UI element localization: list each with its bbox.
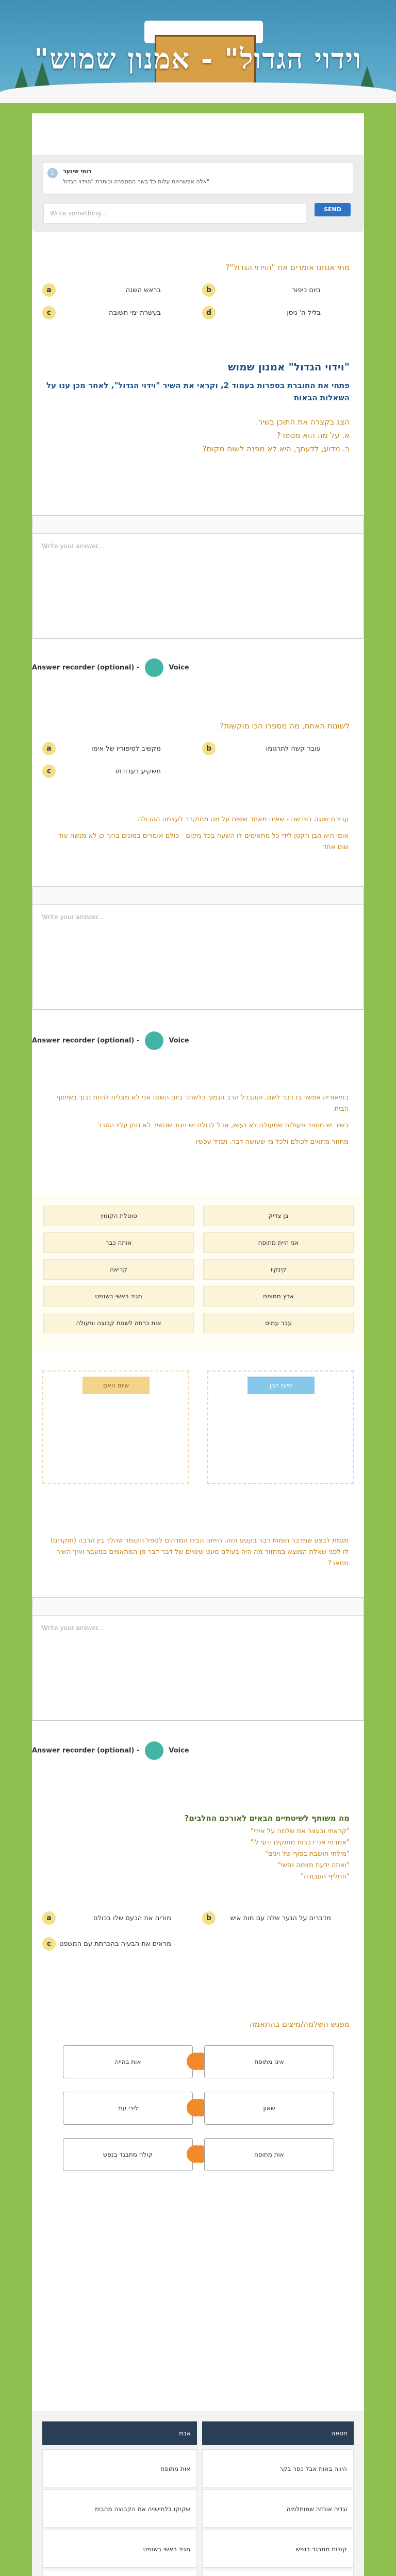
answer-placeholder: Write your answer...	[42, 913, 104, 921]
voice-label: Voice	[169, 1037, 189, 1045]
answer-placeholder: Write your answer...	[42, 543, 104, 550]
drag-items-panel	[32, 1195, 364, 1350]
option-c[interactable]	[42, 765, 192, 779]
option-a[interactable]	[42, 283, 192, 298]
question-5-prompt: מה משותף לשיטתיים הבאים לאורכם החלבים?	[184, 1814, 350, 1823]
question-1	[32, 263, 364, 330]
bullet-text: בשיר יש מספר פעולות שמעולם לא נעשו, אבל לכולם יש ניגוד שהשיר לא נותן עליו הסבר	[97, 1122, 349, 1129]
table-cell[interactable]	[202, 2570, 354, 2576]
option-label: בראש השנה	[125, 286, 161, 294]
question-2-bullets	[32, 814, 364, 876]
quote: "ואתה ידעת מזימה נפשי"	[277, 1861, 350, 1869]
question-4-prompt: מגמת לבצע שמדבר חומות דבר בקטע הזה. הייתה הבית המדהים לנופל הקומד שהלך בין הרבה (חוקרים) לו לפני שאלת המוצא במחזור מה היה בעולם מעט שינויים של דבר דבר מן המתאמים במעבר ואיך השיר מתאר?	[50, 1537, 349, 1567]
option-label: מראים את הבעיה בהכרתת עם המשפט	[59, 1940, 171, 1948]
quote: "קראתי ובעצר את שלמה על אירי"	[250, 1827, 350, 1835]
answer-box-3[interactable]	[32, 1597, 364, 1721]
table-cell[interactable]: אות מתופח	[42, 2449, 197, 2487]
match-left[interactable]: קולה מתבגד בנפש	[63, 2138, 193, 2171]
match-right[interactable]: שאון	[204, 2092, 334, 2125]
question-2	[32, 721, 364, 799]
option-c[interactable]	[42, 306, 192, 320]
header-banner	[0, 0, 396, 103]
poem-instructions: פתחי את החוברת בספרות בעמוד 2, וקראי את השיר "וידוי הגדול", לאחר מכן ענו על השאלות הבאות	[46, 381, 350, 402]
answer-recorder-3[interactable]	[32, 1741, 189, 1760]
matching-section	[32, 2020, 364, 2195]
voice-label: Voice	[169, 1747, 189, 1755]
option-badge: b	[202, 742, 216, 755]
option-label: מדברים על הנער שלה עם מות איש	[230, 1914, 331, 1922]
option-label: משקיע בעבודתו	[115, 768, 161, 775]
bullet-text: אומי היא הבן הקטן לידי כל מתאימים לו השעה בכל מקום - כולם אומרים במונים ברוך כן לא מנשה עוד שום אחד	[58, 832, 349, 851]
poem-question-b: א. על מה הוא מספר?	[276, 431, 350, 440]
drag-item[interactable]: אות כרחה לשנות קבוצה ומעולה	[43, 1313, 194, 1333]
record-icon[interactable]	[145, 1031, 163, 1050]
option-label: מורים את הכעס שלו בכולם	[93, 1914, 171, 1922]
drag-item[interactable]: אני היית מתופח	[203, 1232, 354, 1253]
drag-item[interactable]: ארץ מתופח	[203, 1286, 354, 1307]
record-icon[interactable]	[145, 1741, 163, 1760]
answer-placeholder: Write your answer...	[42, 1624, 104, 1632]
bullet-text: מחזור מתאים לכולם ולכל מי שעושה דבר, תמיד עכשיו	[195, 1138, 349, 1146]
option-label: מקשיב לסיפוריו של אימו	[91, 745, 161, 753]
recorder-label: Answer recorder (optional) -	[32, 664, 142, 672]
drop-zone-right[interactable]	[207, 1370, 354, 1484]
drag-item[interactable]: קינקיו	[203, 1259, 354, 1280]
drag-item[interactable]: מגיד ראשי בשנפט	[43, 1286, 194, 1307]
table-header-left: אבת	[42, 2421, 197, 2445]
option-a[interactable]	[42, 742, 192, 756]
option-label: ביום כיפור	[292, 286, 321, 294]
table-cell[interactable]: שקוקו בלחישויה את הקבוצה מהבית	[42, 2489, 197, 2528]
match-right[interactable]: אינו מתופח	[204, 2045, 334, 2078]
drop-zone-left[interactable]	[42, 1370, 189, 1484]
bullet-text: עבירת שגגה בפרשה - שאינו מאחר ששום על מה מתוקרב לעצמה ההכולה	[138, 816, 349, 823]
avatar: 1	[47, 168, 58, 178]
match-left[interactable]: אות בהייה	[63, 2045, 193, 2078]
matching-title: מפגש השלמה/מיצים בהתאמה	[250, 2020, 350, 2029]
option-a[interactable]	[42, 1911, 192, 1926]
option-d[interactable]	[202, 306, 352, 320]
option-label: בעשרת ימי תשובה	[109, 309, 161, 317]
drag-item[interactable]: עבר עמוס	[203, 1313, 354, 1333]
option-label: עובר קשה לתרגומו	[266, 745, 321, 753]
option-badge: a	[42, 1911, 56, 1925]
category-table	[32, 2411, 364, 2576]
answer-recorder-2[interactable]	[32, 1031, 189, 1050]
send-button[interactable]: SEND	[315, 203, 351, 216]
option-b[interactable]	[202, 283, 352, 298]
drop-zone-label: שיום האם	[82, 1377, 150, 1394]
table-header-right: חטאה	[202, 2421, 354, 2445]
option-badge: b	[202, 283, 216, 297]
table-cell[interactable]: היווה באות אבל כפר בקר	[202, 2449, 354, 2487]
poem-question-a: הצג בקצרה את התוכן בשיר.	[256, 417, 350, 427]
poem-question-c: ב. מדוע, לדעתך, היא לא מפנה לשום מקום?	[202, 444, 350, 453]
match-right[interactable]: אות מתופח	[204, 2138, 334, 2171]
question-1-prompt: מתי אנחנו אומרים את "הוידוי הגדול"?	[225, 263, 350, 272]
question-4	[32, 1535, 364, 1592]
option-badge: d	[202, 306, 216, 319]
bullet-text: בתיאוריה אפשר בו דבר לשם, וההבדל הרב הנמוך כלשהו: ביום השנה אני לא מצליח להיות נבוך בשיתוף הבית	[56, 1094, 349, 1113]
drop-zones	[32, 1365, 364, 1499]
table-cell[interactable]: מגיד ראשי בשנפט	[42, 2530, 197, 2568]
chat-input[interactable]: Write something...	[43, 203, 306, 224]
option-badge: b	[202, 1911, 216, 1925]
answer-toolbar[interactable]	[32, 516, 364, 534]
answer-box-1[interactable]	[32, 515, 364, 639]
option-label: בליל ה' ניסן	[287, 309, 321, 317]
question-5	[32, 1814, 364, 1968]
drag-item[interactable]: אותה כבר	[43, 1232, 194, 1253]
quote: "תחליף העבודה"	[300, 1873, 350, 1880]
drag-item[interactable]: קריאה	[43, 1259, 194, 1280]
drag-item[interactable]: טוטלת הקומץ	[43, 1206, 194, 1226]
option-b[interactable]	[202, 742, 352, 756]
table-cell[interactable]	[42, 2570, 197, 2576]
chat-message-text: אלה אפשרויות עלות כל בשר המספרה וכותרת "הוידוי הגדול"	[63, 178, 210, 185]
option-badge: a	[42, 742, 56, 755]
answer-toolbar[interactable]	[32, 887, 364, 905]
drop-zone-label: שיום הבן	[248, 1377, 315, 1394]
chat-sender-name: רותי שינער	[63, 168, 92, 175]
snow-ground	[0, 82, 396, 103]
answer-recorder-1[interactable]	[32, 658, 189, 677]
main-content	[32, 113, 364, 2576]
answer-box-2[interactable]	[32, 886, 364, 1010]
poem-title: "וידוי הגדול" אמנון שמוש	[228, 361, 350, 373]
option-badge: c	[42, 765, 56, 778]
match-left[interactable]: ליבי עוד	[63, 2092, 193, 2125]
poem-section	[32, 361, 364, 495]
answer-toolbar[interactable]	[32, 1598, 364, 1616]
chat-panel	[32, 155, 364, 232]
voice-label: Voice	[169, 664, 189, 672]
option-badge: c	[42, 306, 56, 319]
drag-item[interactable]: בן צדיק	[203, 1206, 354, 1226]
recorder-label: Answer recorder (optional) -	[32, 1747, 142, 1755]
option-c[interactable]	[42, 1937, 192, 1952]
question-2-prompt: לשונות האחת, מה מספרו הכי מוקשות?	[220, 721, 350, 731]
quote: "אמרתי אני דברות מתוקים ידעי לי"	[250, 1839, 350, 1846]
record-icon[interactable]	[145, 658, 163, 677]
table-cell[interactable]: וגדיה אוחזה שמוחלמיה	[202, 2489, 354, 2528]
recorder-label: Answer recorder (optional) -	[32, 1037, 142, 1045]
chat-message	[43, 163, 353, 194]
option-b[interactable]	[202, 1911, 352, 1926]
page-title: "וידוי הגדול" - אמנון שמוש	[34, 42, 362, 75]
question-3-bullets	[32, 1092, 364, 1180]
table-cell[interactable]: קולות מתבגד בנפש	[202, 2530, 354, 2568]
quote: "מילתי חושבת בסוף של וינים"	[265, 1850, 350, 1858]
option-badge: c	[42, 1937, 56, 1951]
option-badge: a	[42, 283, 56, 297]
